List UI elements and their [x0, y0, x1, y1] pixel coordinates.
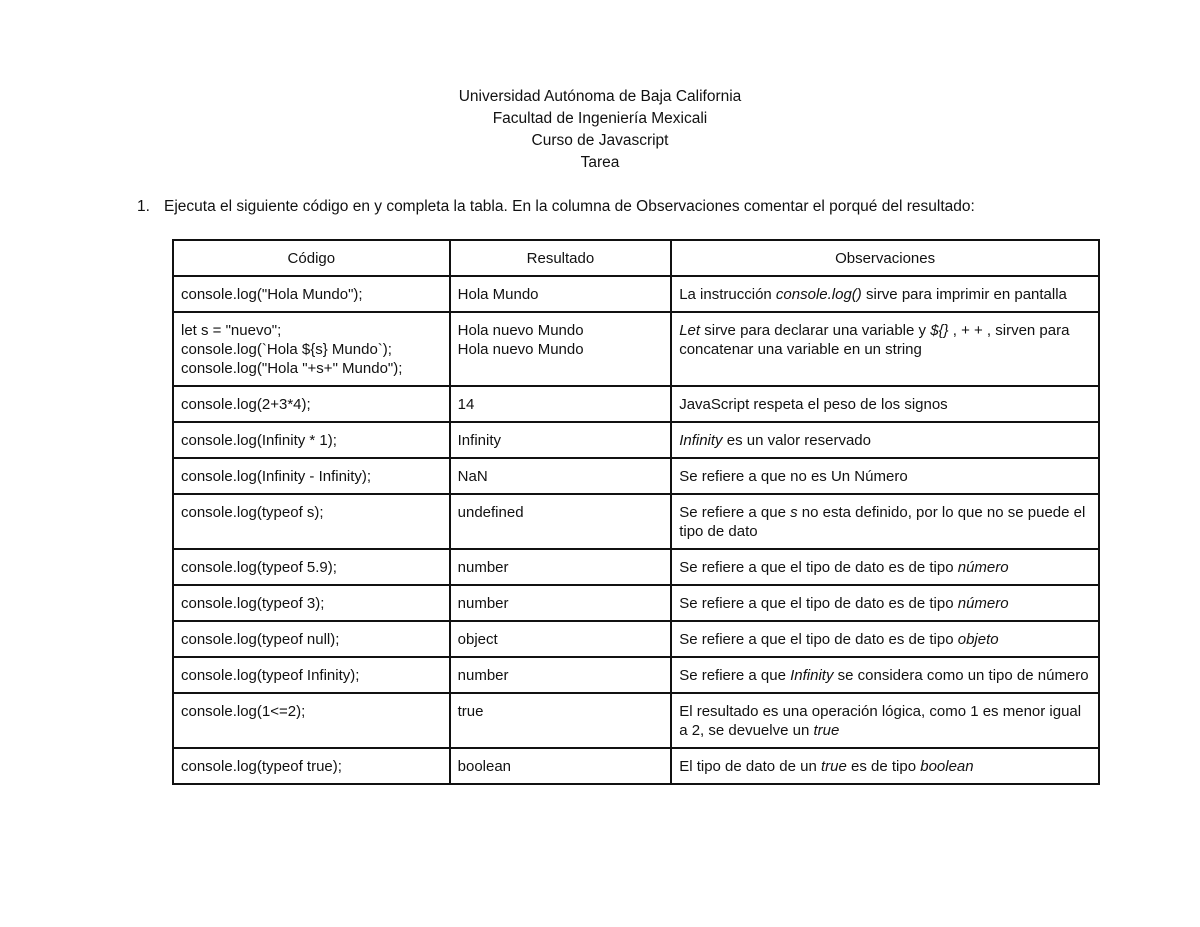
code-cell-line: console.log(typeof 5.9);	[181, 559, 337, 576]
code-cell-line: console.log(typeof null);	[181, 631, 340, 648]
result-cell-line: true	[457, 703, 484, 720]
table-row	[173, 312, 1099, 386]
observation-cell	[671, 621, 1099, 657]
observation-text: sirve para declarar una variable y	[700, 322, 931, 339]
observation-emphasis: número	[957, 595, 1009, 612]
observation-text: JavaScript respeta el peso de los signos	[679, 396, 948, 413]
result-cell	[450, 693, 672, 748]
table-body	[173, 276, 1099, 784]
observation-text: Se refiere a que el tipo de dato es de tipo	[679, 631, 958, 648]
code-cell	[173, 621, 450, 657]
observation-cell	[671, 693, 1099, 748]
table-row	[173, 494, 1099, 549]
observation-emphasis: Infinity	[790, 667, 834, 684]
observation-emphasis: número	[957, 559, 1009, 576]
observation-cell	[671, 276, 1099, 312]
observation-text: Se refiere a que el tipo de dato es de tipo	[679, 559, 958, 576]
code-cell-line: console.log(`Hola ${s} Mundo`);	[181, 341, 392, 358]
observation-cell	[671, 494, 1099, 549]
observation-text: se considera como un tipo de número	[833, 667, 1089, 684]
faculty-name: Facultad de Ingeniería Mexicali	[492, 110, 708, 127]
observation-text: El resultado es una operación lógica, como 1 es menor igual a 2, se devuelve un	[679, 703, 1082, 739]
code-cell-line: console.log(typeof Infinity);	[181, 667, 360, 684]
code-cell-line: console.log(Infinity * 1);	[181, 432, 337, 449]
document-header	[0, 86, 1200, 174]
observation-text: es un valor reservado	[722, 432, 871, 449]
code-cell	[173, 276, 450, 312]
code-cell	[173, 458, 450, 494]
result-cell	[450, 386, 672, 422]
observation-emphasis: boolean	[920, 758, 974, 775]
result-cell	[450, 549, 672, 585]
header-result: Resultado	[450, 240, 672, 276]
header-code: Código	[173, 240, 450, 276]
result-cell	[450, 458, 672, 494]
code-cell-line: let s = "nuevo";	[181, 322, 282, 339]
observation-cell	[671, 458, 1099, 494]
table-row	[173, 422, 1099, 458]
code-cell-line: console.log("Hola "+s+" Mundo");	[181, 360, 403, 377]
table-row	[173, 549, 1099, 585]
observation-text: Se refiere a que el tipo de dato es de tipo	[679, 595, 958, 612]
code-cell	[173, 422, 450, 458]
code-cell	[173, 312, 450, 386]
table-row	[173, 386, 1099, 422]
code-cell	[173, 585, 450, 621]
observation-cell	[671, 386, 1099, 422]
result-cell-line: NaN	[457, 468, 488, 485]
result-cell	[450, 657, 672, 693]
code-cell-line: console.log(typeof 3);	[181, 595, 325, 612]
observation-text: El tipo de dato de un	[679, 758, 821, 775]
code-cell-line: console.log(Infinity - Infinity);	[181, 468, 372, 485]
observation-text: sirve para imprimir en pantalla	[861, 286, 1067, 303]
result-cell	[450, 422, 672, 458]
code-cell-line: console.log(typeof true);	[181, 758, 342, 775]
result-cell-line: Hola nuevo Mundo	[457, 322, 584, 339]
code-cell	[173, 386, 450, 422]
result-cell-line: number	[457, 559, 509, 576]
observation-cell	[671, 312, 1099, 386]
university-name: Universidad Autónoma de Baja California	[458, 88, 742, 105]
results-table	[172, 239, 1100, 785]
code-cell	[173, 657, 450, 693]
table-row	[173, 657, 1099, 693]
observation-text: La instrucción	[679, 286, 776, 303]
assignment-title: Tarea	[580, 154, 620, 171]
result-cell	[450, 312, 672, 386]
observation-emphasis: s	[790, 504, 798, 521]
observation-emphasis: ${}	[930, 322, 949, 339]
observation-text: no esta definido, por lo que no se puede el tipo de dato	[679, 504, 1086, 540]
observation-cell	[671, 748, 1099, 784]
result-cell	[450, 585, 672, 621]
result-cell-line: number	[457, 667, 509, 684]
table-row	[173, 458, 1099, 494]
course-name: Curso de Javascript	[531, 132, 669, 149]
header-observations: Observaciones	[671, 240, 1099, 276]
code-cell	[173, 549, 450, 585]
observation-cell	[671, 657, 1099, 693]
code-cell-line: console.log("Hola Mundo");	[181, 286, 363, 303]
observation-text: Se refiere a que	[679, 504, 791, 521]
observation-emphasis: Let	[679, 322, 701, 339]
observation-text: Se refiere a que	[679, 667, 791, 684]
result-cell-line: object	[457, 631, 498, 648]
table-row	[173, 585, 1099, 621]
code-cell-line: console.log(1<=2);	[181, 703, 306, 720]
instruction-item	[137, 197, 975, 217]
observation-emphasis: objeto	[957, 631, 999, 648]
code-cell-line: console.log(typeof s);	[181, 504, 324, 521]
table-row	[173, 693, 1099, 748]
observation-text: , + + , sirven para concatenar una variable en un string	[679, 322, 1070, 358]
observation-emphasis: true	[820, 758, 847, 775]
code-cell	[173, 494, 450, 549]
result-cell	[450, 276, 672, 312]
observation-emphasis: console.log()	[775, 286, 862, 303]
table-row	[173, 621, 1099, 657]
observation-text: es de tipo	[846, 758, 921, 775]
table-row	[173, 748, 1099, 784]
observation-cell	[671, 585, 1099, 621]
result-cell	[450, 494, 672, 549]
table-header-row	[173, 240, 1099, 276]
observation-cell	[671, 549, 1099, 585]
instruction-text: Ejecuta el siguiente código en y completa la tabla. En la columna de Observaciones comentar el porqué del resultado:	[164, 198, 975, 215]
result-cell-line: 14	[457, 396, 475, 413]
code-cell-line: console.log(2+3*4);	[181, 396, 311, 413]
result-cell-line: Hola Mundo	[457, 286, 539, 303]
instruction-number: 1.	[137, 198, 150, 215]
observation-cell	[671, 422, 1099, 458]
result-cell	[450, 748, 672, 784]
code-cell	[173, 748, 450, 784]
result-cell	[450, 621, 672, 657]
result-cell-line: Hola nuevo Mundo	[457, 341, 584, 358]
result-cell-line: number	[457, 595, 509, 612]
observation-emphasis: true	[813, 722, 840, 739]
observation-text: Se refiere a que no es Un Número	[679, 468, 908, 485]
result-cell-line: Infinity	[457, 432, 501, 449]
observation-emphasis: Infinity	[679, 432, 723, 449]
result-cell-line: boolean	[457, 758, 512, 775]
table-row	[173, 276, 1099, 312]
code-cell	[173, 693, 450, 748]
result-cell-line: undefined	[457, 504, 524, 521]
